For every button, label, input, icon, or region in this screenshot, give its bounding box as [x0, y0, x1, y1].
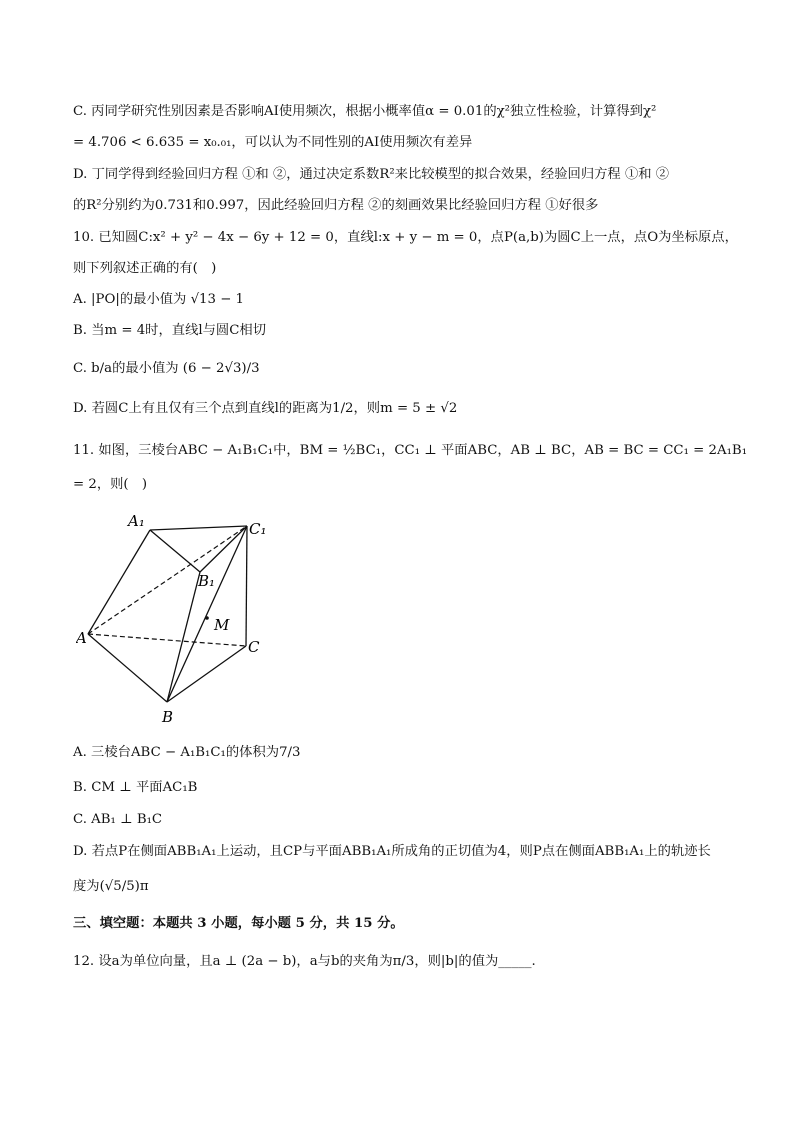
option-c-line1: C. 丙同学研究性别因素是否影响AI使用频次，根据小概率值α = 0.01的χ²独立性检验，计算得到χ² [73, 104, 657, 119]
point-m [205, 616, 209, 620]
frustum-figure [76, 506, 276, 728]
option-d-line2: 的R²分别约为0.731和0.997，因此经验回归方程 ②的刻画效果比经验回归方程 ①好很多 [73, 198, 599, 213]
q11-option-c: C. AB₁ ⊥ B₁C [73, 812, 163, 827]
label-c: C [248, 638, 260, 656]
edge-c-c1 [246, 526, 247, 646]
q11-option-d-line2: 度为(√5/5)π [73, 879, 149, 894]
q11-option-b: B. CM ⊥ 平面AC₁B [73, 780, 198, 795]
q10-option-c: C. b/a的最小值为 (6 − 2√3)/3 [73, 361, 260, 376]
edge-a-b [88, 634, 167, 702]
edge-b1-c1 [200, 526, 247, 572]
question-10-stem: 10. 已知圆C:x² + y² − 4x − 6y + 12 = 0，直线l:x + y − m = 0，点P(a,b)为圆C上一点，点O为坐标原点， [73, 230, 738, 245]
label-b: B [162, 708, 174, 726]
edge-a1-b1 [150, 530, 200, 572]
edge-a-a1 [88, 530, 150, 634]
question-11-stem-cont: = 2，则( ) [73, 477, 148, 492]
q10-option-b: B. 当m = 4时，直线l与圆C相切 [73, 323, 266, 338]
edge-a1-c1 [150, 526, 247, 530]
q10-option-a: A. |PO|的最小值为 √13 − 1 [73, 292, 245, 307]
question-12-stem: 12. 设a为单位向量，且a ⊥ (2a − b)，a与b的夹角为π/3，则|b|的值为_____. [73, 954, 536, 969]
q11-option-d-line1: D. 若点P在侧面ABB₁A₁上运动，且CP与平面ABB₁A₁所成角的正切值为4，则P点在侧面ABB₁A₁上的轨迹长 [73, 844, 711, 859]
edge-b-c1 [167, 526, 247, 702]
label-a: A [76, 629, 87, 647]
q11-option-a: A. 三棱台ABC − A₁B₁C₁的体积为7/3 [73, 745, 301, 760]
question-11-stem: 11. 如图，三棱台ABC − A₁B₁C₁中，BM = ½BC₁，CC₁ ⊥ 平面ABC，AB ⊥ BC，AB = BC = CC₁ = 2A₁B₁ [73, 443, 748, 458]
label-b1: B₁ [198, 572, 216, 590]
section-three-heading: 三、填空题：本题共 3 小题，每小题 5 分，共 15 分。 [73, 916, 404, 931]
label-m: M [214, 616, 230, 634]
edge-a-c-dashed [88, 634, 246, 646]
option-c-line2: = 4.706 < 6.635 = x₀.₀₁，可以认为不同性别的AI使用频次有差异 [73, 135, 473, 150]
option-d-line1: D. 丁同学得到经验回归方程 ①和 ②，通过决定系数R²来比较模型的拟合效果，经验回归方程 ①和 ② [73, 167, 670, 182]
label-c1: C₁ [249, 520, 267, 538]
q10-option-d: D. 若圆C上有且仅有三个点到直线l的距离为1/2，则m = 5 ± √2 [73, 401, 458, 416]
question-10-stem-cont: 则下列叙述正确的有( ) [73, 261, 217, 276]
label-a1: A₁ [128, 512, 145, 530]
